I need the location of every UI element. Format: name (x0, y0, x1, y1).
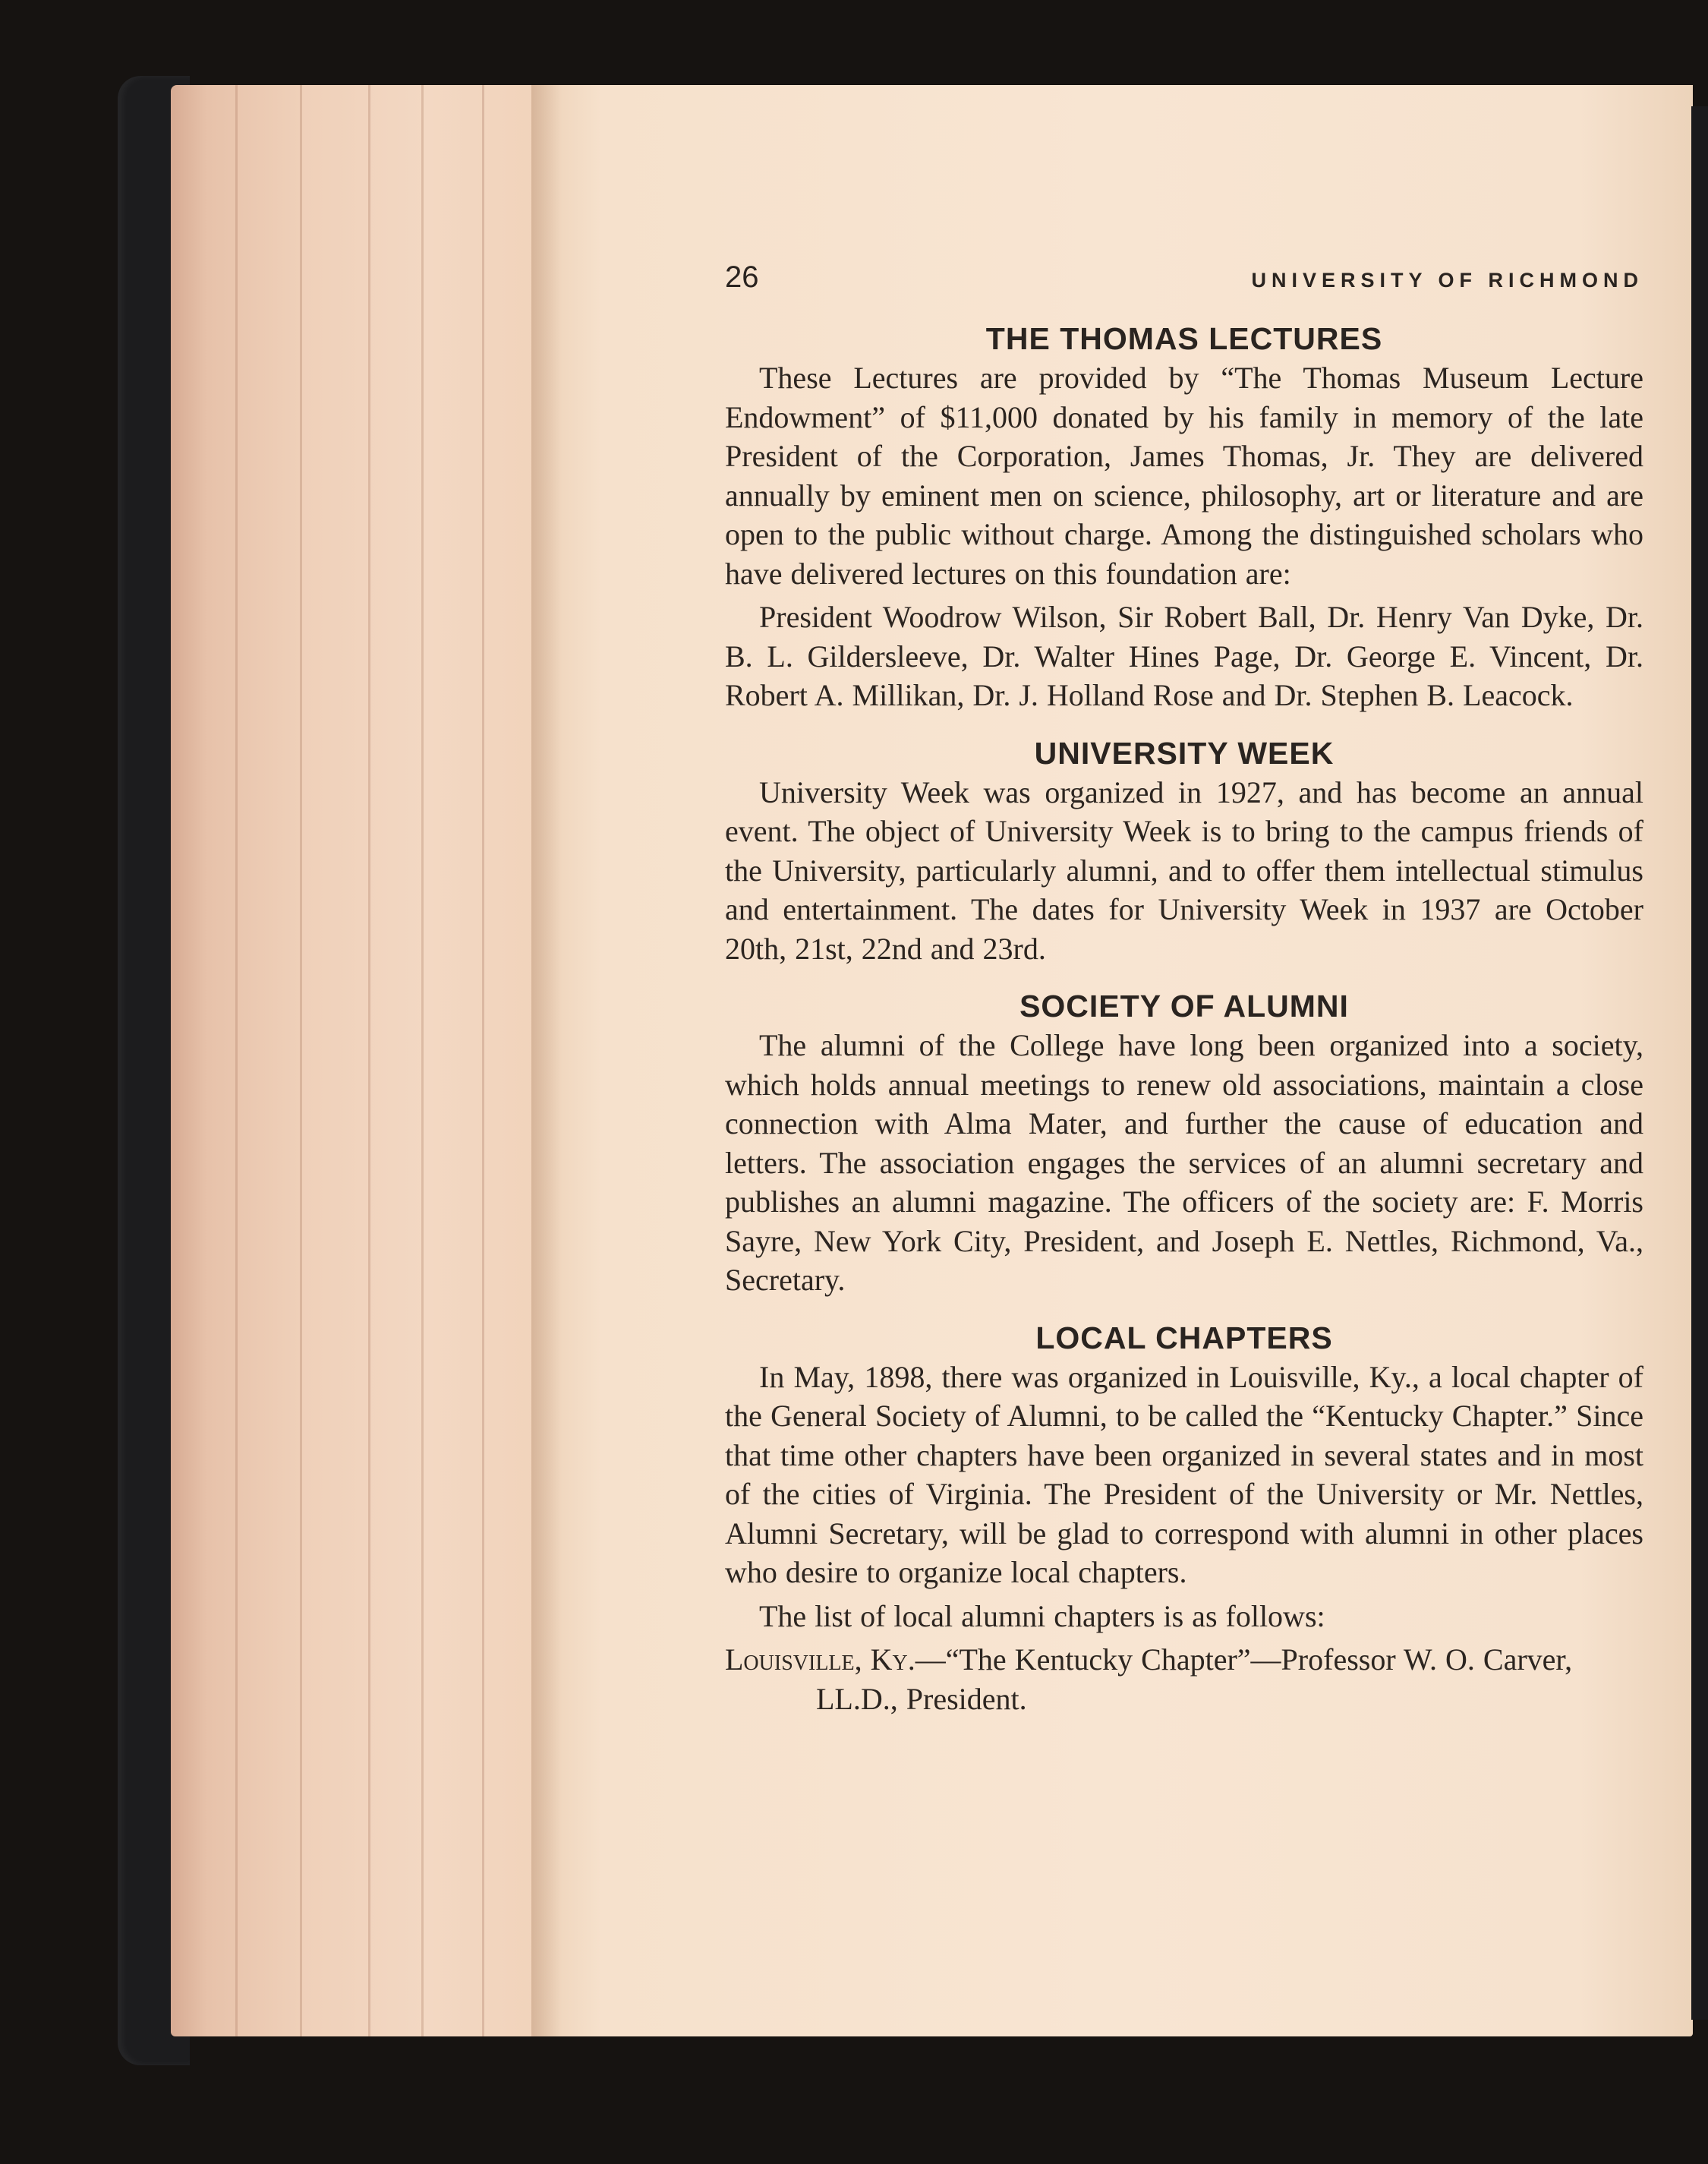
section-society-of-alumni (725, 986, 1643, 1300)
page-stack-line (235, 85, 238, 2036)
section-heading: THE THOMAS LECTURES (985, 321, 1383, 356)
page-stack-edge (171, 85, 539, 2036)
paragraph: In May, 1898, there was organized in Louisville, Ky., a local chapter of the General Society of Alumni, to be called the “Kentucky Chapter.” Since that time other chapters have been organized in several states and in most of the cities of Virginia. The President of the University or Mr. Nettles, Alumni Secretary, will be glad to correspond with alumni in other places who desire to organize local chapters. (725, 1359, 1643, 1589)
book-cover-right (1691, 106, 1708, 2020)
section-heading: LOCAL CHAPTERS (1035, 1320, 1333, 1355)
section-heading: SOCIETY OF ALUMNI (1019, 989, 1349, 1024)
paragraph: The alumni of the College have long been organized into a society, which holds annual meetings to renew old associations, maintain a close connection with Alma Mater, and further the cause of education and letters. The association engages the services of an alumni secretary and publishes an alumni magazine. The officers of the society are: F. Morris Sayre, New York City, President, and Joseph E. Nettles, Richmond, Va., Secretary. (725, 1028, 1643, 1297)
paragraph: These Lectures are provided by “The Thomas Museum Lecture Endowment” of $11,000 donated by his family in memory of the late President of the Corporation, James Thomas, Jr. They are delivered annually by eminent men on science, philosophy, art or literature and are open to the public without charge. Among the distinguished scholars who have delivered lectures on this foundation are: (725, 361, 1643, 591)
page-stack-line (421, 85, 424, 2036)
chapter-entry-text: —“The Kentucky Chapter”—Professor W. O. Carver, LL.D., President. (816, 1642, 1573, 1716)
paragraph: President Woodrow Wilson, Sir Robert Ball, Dr. Henry Van Dyke, Dr. B. L. Gildersleeve, Dr. Walter Hines Page, Dr. George E. Vincent, Dr. Robert A. Millikan, Dr. J. Holland Rose and Dr. Stephen B. Leacock. (725, 600, 1643, 712)
running-title: UNIVERSITY OF RICHMOND (1251, 269, 1643, 292)
chapter-entry (725, 1640, 1643, 1718)
section-heading: UNIVERSITY WEEK (1034, 735, 1335, 771)
running-head (725, 258, 1643, 304)
page-content (725, 258, 1643, 1737)
section-local-chapters (725, 1318, 1643, 1719)
paragraph: The list of local alumni chapters is as follows: (759, 1598, 1325, 1633)
section-university-week (725, 733, 1643, 969)
page-stack-line (300, 85, 302, 2036)
section-thomas-lectures (725, 319, 1643, 715)
paragraph: University Week was organized in 1927, and has become an annual event. The object of University Week is to bring to the campus friends of the University, particularly alumni, and to offer them intellectual stimulus and entertainment. The dates for University Week in 1937 are October 20th, 21st, 22nd and 23rd. (725, 774, 1643, 966)
page-stack-line (482, 85, 484, 2036)
chapter-place: Louisville, Ky. (725, 1642, 915, 1677)
binding-shadow (531, 85, 562, 2036)
page-stack-line (368, 85, 370, 2036)
page-number: 26 (725, 260, 759, 294)
